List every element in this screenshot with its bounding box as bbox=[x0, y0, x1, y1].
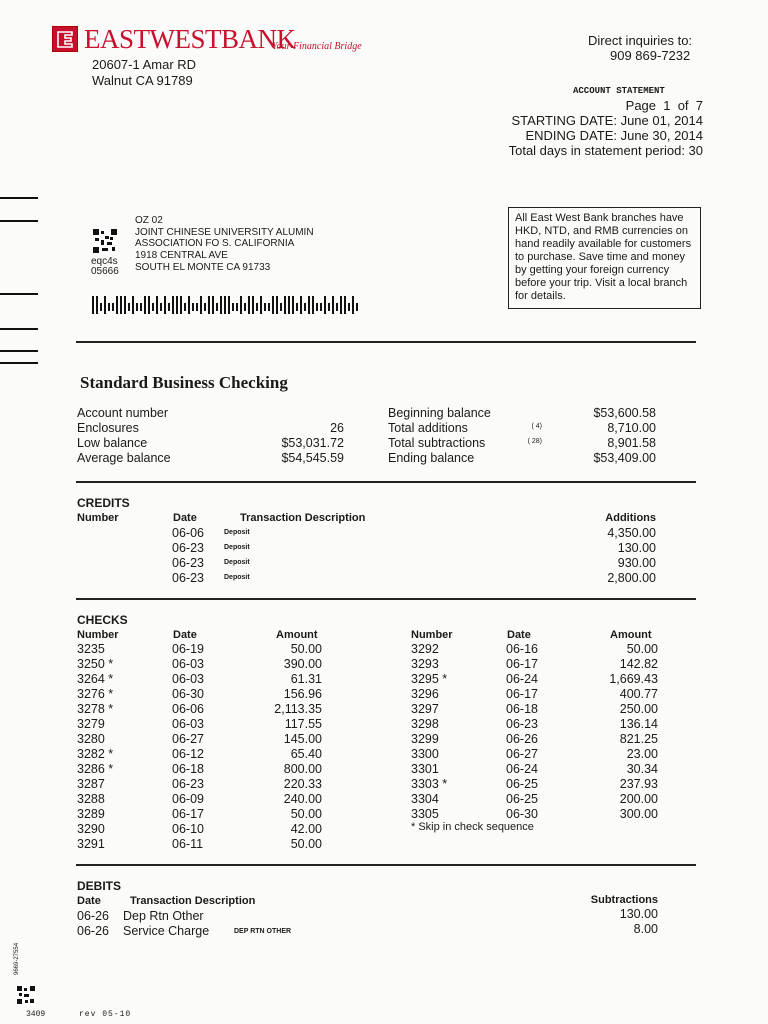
barcode-bar bbox=[168, 303, 170, 311]
barcode-bar bbox=[268, 303, 270, 311]
summary-value: $53,031.72 bbox=[281, 436, 344, 450]
barcode-bar bbox=[244, 303, 246, 311]
barcode-bar bbox=[320, 303, 322, 311]
barcode-bar bbox=[340, 296, 342, 314]
check-amount: 61.31 bbox=[290, 672, 322, 686]
barcode-bar bbox=[248, 296, 250, 314]
check-number: 3305 bbox=[411, 807, 439, 821]
debit-description: Service Charge bbox=[123, 924, 210, 938]
check-number: 3282 * bbox=[77, 747, 114, 761]
check-date: 06-10 bbox=[172, 822, 204, 836]
check-amount: 390.00 bbox=[283, 657, 322, 671]
barcode-bar bbox=[288, 296, 290, 314]
check-date: 06-18 bbox=[506, 702, 538, 716]
check-amount: 400.77 bbox=[619, 687, 658, 701]
debits-col-subtractions: Subtractions bbox=[590, 894, 658, 906]
summary-value: 26 bbox=[330, 421, 344, 435]
barcode-bar bbox=[204, 303, 206, 311]
check-amount: 117.55 bbox=[284, 717, 322, 731]
barcode-bar bbox=[108, 303, 110, 311]
check-amount: 237.93 bbox=[619, 777, 658, 791]
barcode-bar bbox=[148, 296, 150, 314]
debits-col-date: Date bbox=[77, 895, 101, 907]
side-code-text: 9669-27554 bbox=[14, 942, 20, 975]
check-date: 06-25 bbox=[506, 777, 538, 791]
checks-left-numbers bbox=[77, 642, 113, 852]
barcode-bar bbox=[308, 296, 310, 314]
credit-description: Deposit bbox=[224, 559, 250, 566]
barcode-bar bbox=[200, 296, 202, 314]
statement-heading: ACCOUNT STATEMENT bbox=[573, 86, 665, 96]
check-amount: 200.00 bbox=[619, 792, 658, 806]
statement-total-days: Total days in statement period: 30 bbox=[508, 143, 703, 158]
margin-mark bbox=[0, 197, 38, 199]
statement-starting-date: STARTING DATE: June 01, 2014 bbox=[511, 113, 703, 128]
debit-description: Dep Rtn Other bbox=[123, 909, 204, 923]
check-date: 06-11 bbox=[172, 837, 204, 851]
recipient-line3: 1918 CENTRAL AVE bbox=[135, 250, 228, 261]
check-date: 06-17 bbox=[506, 687, 538, 701]
check-number: 3296 bbox=[411, 687, 439, 701]
recipient-line4: SOUTH EL MONTE CA 91733 bbox=[135, 262, 271, 273]
check-amount: 30.34 bbox=[626, 762, 658, 776]
credit-date: 06-23 bbox=[172, 571, 204, 585]
form-number: 3409 bbox=[26, 1010, 46, 1019]
summary-value: 8,901.58 bbox=[607, 436, 656, 450]
check-date: 06-23 bbox=[506, 717, 538, 731]
credits-heading: CREDITS bbox=[77, 496, 130, 510]
check-date: 06-30 bbox=[506, 807, 538, 821]
barcode-bar bbox=[208, 296, 210, 314]
margin-mark bbox=[0, 328, 38, 330]
bank-name: EASTWESTBANK bbox=[84, 24, 296, 54]
margin-mark bbox=[0, 220, 38, 222]
credit-description: Deposit bbox=[224, 529, 250, 536]
check-number: 3293 bbox=[411, 657, 439, 671]
credits-col-date: Date bbox=[173, 512, 197, 524]
barcode-bar bbox=[228, 296, 230, 314]
check-date: 06-09 bbox=[172, 792, 204, 806]
barcode-bar bbox=[132, 296, 134, 314]
recipient-line1: JOINT CHINESE UNIVERSITY ALUMIN bbox=[135, 227, 314, 238]
check-date: 06-03 bbox=[172, 657, 204, 671]
side-code bbox=[14, 943, 20, 975]
check-amount: 300.00 bbox=[619, 807, 658, 821]
margin-mark bbox=[0, 362, 38, 364]
barcode-bar bbox=[292, 296, 294, 314]
barcode-bar bbox=[256, 303, 258, 311]
footer-qr-code-icon bbox=[16, 985, 36, 1010]
barcode-bar bbox=[188, 296, 190, 314]
revision: rev 05-10 bbox=[79, 1010, 132, 1019]
barcode-bar bbox=[232, 303, 234, 311]
margin-mark bbox=[0, 293, 38, 295]
summary-left-labels bbox=[77, 406, 171, 466]
checks-left-amounts bbox=[222, 642, 322, 852]
check-date: 06-19 bbox=[172, 642, 204, 656]
credits-dates bbox=[172, 526, 204, 586]
check-date: 06-26 bbox=[506, 732, 538, 746]
debit-amount: 130.00 bbox=[619, 907, 658, 921]
bank-tagline: Your Financial Bridge bbox=[272, 41, 362, 52]
check-number: 3301 bbox=[411, 762, 439, 776]
check-number: 3250 * bbox=[77, 657, 114, 671]
barcode-bar bbox=[144, 296, 146, 314]
divider bbox=[76, 864, 696, 866]
barcode-bar bbox=[96, 296, 98, 314]
summary-value bbox=[244, 406, 344, 421]
check-amount: 136.14 bbox=[619, 717, 658, 731]
check-number: 3300 bbox=[411, 747, 439, 761]
barcode-bar bbox=[136, 303, 138, 311]
check-date: 06-24 bbox=[506, 672, 538, 686]
credit-amount: 4,350.00 bbox=[607, 526, 656, 540]
currency-notice: All East West Bank branches have HKD, NTD, and RMB currencies on hand readily available for customers to purchase. Save time and money by getting your foreign currency before your trip. Visit a local branch for details. bbox=[508, 207, 701, 309]
barcode-bar bbox=[104, 296, 106, 314]
qr-code-label-1: eqc4s bbox=[91, 256, 118, 267]
check-date: 06-03 bbox=[172, 672, 204, 686]
check-date: 06-24 bbox=[506, 762, 538, 776]
summary-label: Enclosures bbox=[77, 421, 139, 435]
checks-col-date: Date bbox=[173, 629, 197, 641]
summary-right-labels bbox=[388, 406, 491, 466]
credit-description: Deposit bbox=[224, 574, 250, 581]
item-count: ( 4) bbox=[531, 423, 542, 430]
check-number: 3292 bbox=[411, 642, 439, 656]
barcode-bar bbox=[184, 303, 186, 311]
barcode-bar bbox=[212, 296, 214, 314]
credits-col-description: Transaction Description bbox=[240, 512, 366, 524]
check-amount: 250.00 bbox=[619, 702, 658, 716]
checks-col-number: Number bbox=[77, 629, 119, 641]
barcode-bar bbox=[192, 303, 194, 311]
checks-right-dates bbox=[506, 642, 538, 822]
item-count bbox=[512, 408, 542, 423]
check-amount: 220.33 bbox=[283, 777, 322, 791]
barcode-bar bbox=[240, 296, 242, 314]
credits-amounts bbox=[556, 526, 656, 586]
summary-label: Average balance bbox=[77, 451, 171, 465]
checks-heading: CHECKS bbox=[77, 613, 128, 627]
debits-col-description: Transaction Description bbox=[130, 895, 256, 907]
barcode-bar bbox=[296, 303, 298, 311]
check-number: 3289 bbox=[77, 807, 105, 821]
check-number: 3303 * bbox=[411, 777, 448, 791]
barcode-bar bbox=[124, 296, 126, 314]
debit-note: DEP RTN OTHER bbox=[234, 928, 292, 935]
item-count: ( 28) bbox=[527, 438, 542, 445]
divider bbox=[76, 598, 696, 600]
check-amount: 145.00 bbox=[283, 732, 322, 746]
barcode-bar bbox=[128, 303, 130, 311]
barcode-bar bbox=[180, 296, 182, 314]
barcode-bar bbox=[160, 303, 162, 311]
check-amount: 65.40 bbox=[290, 747, 322, 761]
divider bbox=[76, 481, 696, 483]
check-amount: 50.00 bbox=[626, 642, 658, 656]
recipient-code: OZ 02 bbox=[135, 215, 163, 226]
check-amount: 50.00 bbox=[290, 642, 322, 656]
summary-value: $54,545.59 bbox=[281, 451, 344, 465]
check-number: 3298 bbox=[411, 717, 439, 731]
summary-label: Ending balance bbox=[388, 451, 475, 465]
barcode-bar bbox=[216, 303, 218, 311]
summary-value: $53,409.00 bbox=[593, 451, 656, 465]
check-number: 3280 bbox=[77, 732, 105, 746]
barcode-bar bbox=[356, 303, 358, 311]
checks-right-amounts bbox=[558, 642, 658, 822]
summary-label: Account number bbox=[77, 406, 169, 420]
check-number: 3295 * bbox=[411, 672, 448, 686]
check-date: 06-23 bbox=[172, 777, 204, 791]
check-number: 3278 * bbox=[77, 702, 114, 716]
item-count bbox=[512, 453, 542, 468]
barcode-bar bbox=[176, 296, 178, 314]
summary-label: Beginning balance bbox=[388, 406, 491, 420]
check-number: 3291 bbox=[77, 837, 105, 851]
summary-label: Total subtractions bbox=[388, 436, 486, 450]
debit-amount: 8.00 bbox=[633, 922, 658, 936]
barcode-bar bbox=[140, 303, 142, 311]
barcode-bar bbox=[120, 296, 122, 314]
summary-right-values bbox=[556, 406, 656, 466]
credit-amount: 130.00 bbox=[617, 541, 656, 555]
checks-col-number-right: Number bbox=[411, 629, 453, 641]
barcode-bar bbox=[164, 296, 166, 314]
barcode-bar bbox=[92, 296, 94, 314]
check-date: 06-25 bbox=[506, 792, 538, 806]
barcode-bar bbox=[328, 303, 330, 311]
credit-amount: 930.00 bbox=[617, 556, 656, 570]
check-amount: 42.00 bbox=[290, 822, 322, 836]
check-date: 06-17 bbox=[172, 807, 204, 821]
credit-date: 06-23 bbox=[172, 556, 204, 570]
check-number: 3288 bbox=[77, 792, 105, 806]
credit-amount: 2,800.00 bbox=[607, 571, 656, 585]
summary-right-counts bbox=[512, 408, 542, 468]
barcode-bar bbox=[300, 296, 302, 314]
barcode-bar bbox=[252, 296, 254, 314]
check-date: 06-06 bbox=[172, 702, 204, 716]
check-date: 06-12 bbox=[172, 747, 204, 761]
checks-right-numbers bbox=[411, 642, 447, 822]
barcode-bar bbox=[304, 303, 306, 311]
barcode-bar bbox=[264, 303, 266, 311]
check-amount: 1,669.43 bbox=[609, 672, 658, 686]
barcode-bar bbox=[220, 296, 222, 314]
check-amount: 142.82 bbox=[619, 657, 658, 671]
check-amount: 23.00 bbox=[626, 747, 658, 761]
check-number: 3286 * bbox=[77, 762, 114, 776]
postal-barcode bbox=[92, 296, 362, 319]
barcode-bar bbox=[352, 296, 354, 314]
debit-date: 06-26 bbox=[77, 924, 109, 938]
barcode-bar bbox=[156, 296, 158, 314]
barcode-bar bbox=[196, 303, 198, 311]
credit-description: Deposit bbox=[224, 544, 250, 551]
debits-heading: DEBITS bbox=[77, 879, 122, 893]
check-number: 3264 * bbox=[77, 672, 114, 686]
check-date: 06-03 bbox=[172, 717, 204, 731]
barcode-bar bbox=[312, 296, 314, 314]
check-number: 3287 bbox=[77, 777, 105, 791]
check-number: 3276 * bbox=[77, 687, 114, 701]
inquiries-phone: 909 869-7232 bbox=[610, 48, 691, 63]
statement-ending-date: ENDING DATE: June 30, 2014 bbox=[525, 128, 703, 143]
barcode-bar bbox=[316, 303, 318, 311]
barcode-bar bbox=[280, 303, 282, 311]
check-date: 06-27 bbox=[506, 747, 538, 761]
qr-code-label-2: 05666 bbox=[91, 266, 119, 277]
checks-col-amount-right: Amount bbox=[610, 629, 652, 641]
check-date: 06-18 bbox=[172, 762, 204, 776]
check-number: 3235 bbox=[77, 642, 105, 656]
account-type: Standard Business Checking bbox=[80, 373, 288, 392]
skip-sequence-note: * Skip in check sequence bbox=[411, 821, 534, 833]
check-date: 06-16 bbox=[506, 642, 538, 656]
summary-value: 8,710.00 bbox=[607, 421, 656, 435]
check-date: 06-17 bbox=[506, 657, 538, 671]
credits-col-number: Number bbox=[77, 512, 119, 524]
check-amount: 821.25 bbox=[619, 732, 658, 746]
checks-col-date-right: Date bbox=[507, 629, 531, 641]
checks-col-amount: Amount bbox=[276, 629, 318, 641]
barcode-bar bbox=[324, 296, 326, 314]
barcode-bar bbox=[332, 296, 334, 314]
credit-date: 06-06 bbox=[172, 526, 204, 540]
barcode-bar bbox=[336, 303, 338, 311]
barcode-bar bbox=[112, 303, 114, 311]
qr-code-icon bbox=[92, 228, 118, 259]
credits-col-additions: Additions bbox=[605, 512, 656, 524]
summary-label: Low balance bbox=[77, 436, 148, 450]
check-amount: 2,113.35 bbox=[274, 702, 322, 716]
barcode-bar bbox=[152, 303, 154, 311]
barcode-bar bbox=[284, 296, 286, 314]
check-amount: 240.00 bbox=[283, 792, 322, 806]
check-number: 3290 bbox=[77, 822, 105, 836]
summary-left-values bbox=[244, 406, 344, 466]
bank-address-line2: Walnut CA 91789 bbox=[92, 73, 193, 88]
inquiries-label: Direct inquiries to: bbox=[588, 33, 693, 48]
summary-label: Total additions bbox=[388, 421, 468, 435]
check-date: 06-27 bbox=[172, 732, 204, 746]
barcode-bar bbox=[172, 296, 174, 314]
barcode-bar bbox=[116, 296, 118, 314]
credit-date: 06-23 bbox=[172, 541, 204, 555]
check-date: 06-30 bbox=[172, 687, 204, 701]
check-amount: 50.00 bbox=[290, 807, 322, 821]
check-number: 3304 bbox=[411, 792, 439, 806]
debit-date: 06-26 bbox=[77, 909, 109, 923]
divider bbox=[76, 341, 696, 343]
barcode-bar bbox=[344, 296, 346, 314]
check-amount: 50.00 bbox=[290, 837, 322, 851]
barcode-bar bbox=[100, 303, 102, 311]
barcode-bar bbox=[348, 303, 350, 311]
checks-left-dates bbox=[172, 642, 204, 852]
check-amount: 156.96 bbox=[283, 687, 322, 701]
recipient-line2: ASSOCIATION FO S. CALIFORNIA bbox=[135, 238, 295, 249]
check-amount: 800.00 bbox=[283, 762, 322, 776]
barcode-bar bbox=[224, 296, 226, 314]
bank-address-line1: 20607-1 Amar RD bbox=[92, 57, 197, 72]
credits-descriptions bbox=[224, 529, 250, 589]
summary-value: $53,600.58 bbox=[593, 406, 656, 420]
barcode-bar bbox=[272, 296, 274, 314]
barcode-bar bbox=[260, 296, 262, 314]
check-number: 3297 bbox=[411, 702, 439, 716]
margin-mark bbox=[0, 350, 38, 352]
bank-logo-icon bbox=[52, 26, 78, 52]
barcode-bar bbox=[276, 296, 278, 314]
check-number: 3299 bbox=[411, 732, 439, 746]
statement-page: Page 1 of 7 bbox=[625, 98, 703, 113]
barcode-bar bbox=[236, 303, 238, 311]
check-number: 3279 bbox=[77, 717, 105, 731]
